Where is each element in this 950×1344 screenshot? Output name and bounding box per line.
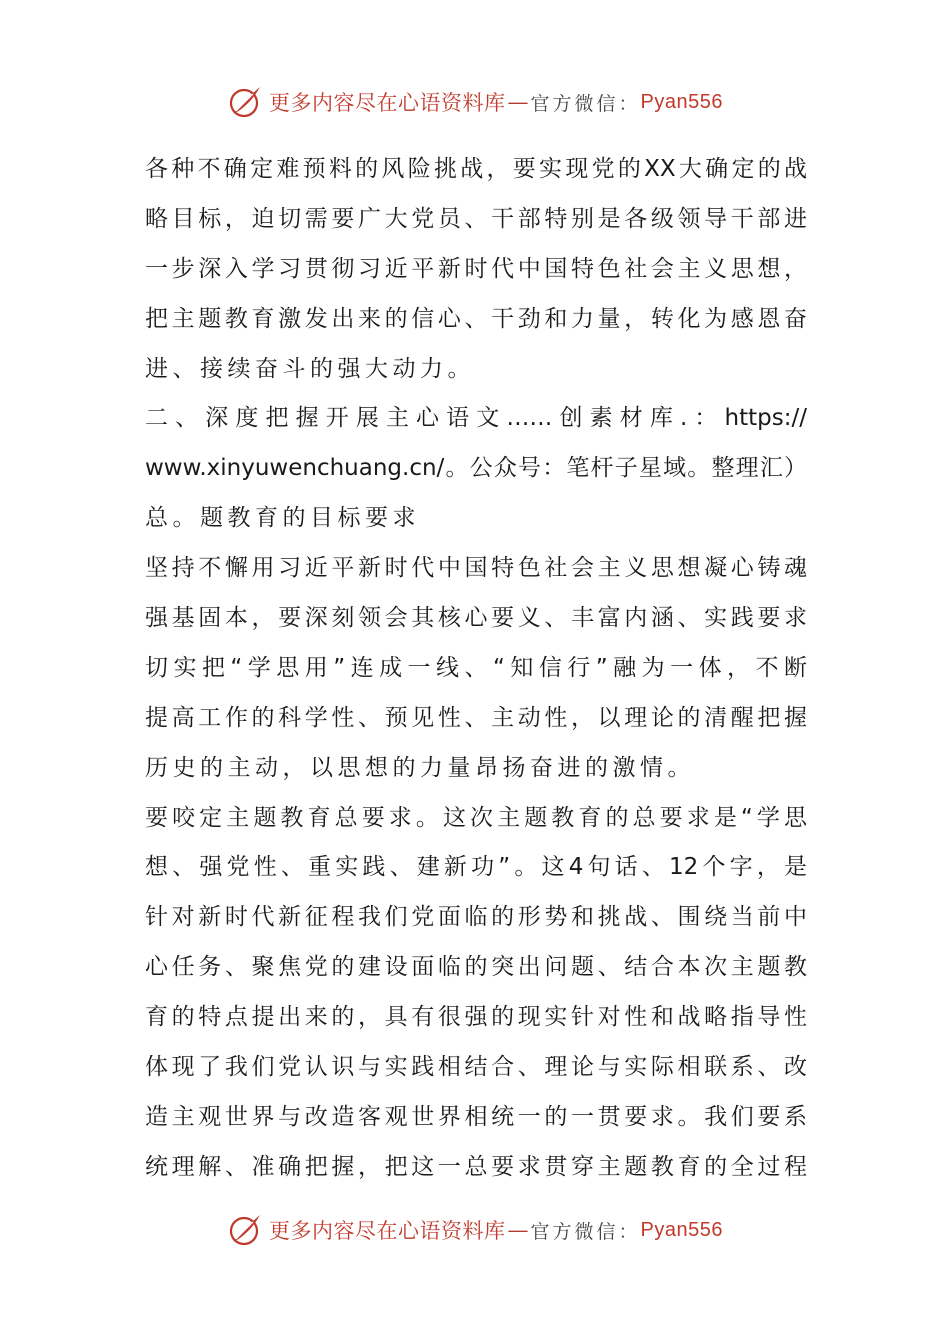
body-line: 强基固本，要深刻领会其核心要义、丰富内涵、实践要求 xyxy=(145,605,807,632)
body-line: 提高工作的科学性、预见性、主动性，以理论的清醒把握 xyxy=(145,704,807,731)
body-line: 切实把“学思用”连成一线、“知信行”融为一体，不断 xyxy=(145,654,807,681)
body-line: 要咬定主题教育总要求。这次主题教育的总要求是“学思 xyxy=(145,804,807,831)
body-line: 针对新时代新征程我们党面临的形势和挑战、围绕当前中 xyxy=(145,904,807,931)
body-line: 把主题教育激发出来的信心、干劲和力量，转化为感恩奋 xyxy=(145,305,807,332)
footer-banner xyxy=(0,1208,950,1252)
section-heading-line: 二、深度把握开展主心语文……创素材库.：https:// xyxy=(145,405,807,432)
body-line: 坚持不懈用习近平新时代中国特色社会主义思想凝心铸魂 xyxy=(145,555,807,582)
banner-separator: — xyxy=(507,90,529,114)
body-line: 体现了我们党认识与实践相结合、理论与实际相联系、改 xyxy=(145,1054,807,1081)
body-line: 造主观世界与改造客观世界相统一的一贯要求。我们要系 xyxy=(145,1103,807,1130)
body-line: 想、强党性、重实践、建新功”。这4句话、12个字，是 xyxy=(145,854,807,881)
body-line: 历史的主动，以思想的力量昂扬奋进的激情。 xyxy=(145,754,695,781)
banner-wechat-id: Pyan556 xyxy=(640,1218,723,1241)
body-line: 育的特点提出来的，具有很强的现实针对性和战略指导性 xyxy=(145,1004,807,1031)
header-banner xyxy=(0,80,950,124)
body-line: 统理解、准确把握，把这一总要求贯穿主题教育的全过程 xyxy=(145,1153,807,1180)
document-body xyxy=(145,145,807,1193)
banner-wechat-label: 官方微信： xyxy=(530,1220,641,1243)
quill-pen-logo-icon xyxy=(227,84,263,120)
body-line: 心任务、聚焦党的建设面临的突出问题、结合本次主题教 xyxy=(145,954,807,981)
body-line: 略目标，迫切需要广大党员、干部特别是各级领导干部进 xyxy=(145,205,807,232)
body-line: 一步深入学习贯彻习近平新时代中国特色社会主义思想， xyxy=(145,255,807,282)
banner-separator: — xyxy=(507,1218,529,1242)
body-line: 各种不确定难预料的风险挑战，要实现党的XX大确定的战 xyxy=(145,156,807,182)
banner-wechat-label: 官方微信： xyxy=(530,92,641,115)
banner-wechat-id: Pyan556 xyxy=(640,90,723,113)
source-url-line: www.xinyuwenchuang.cn/。公众号：笔杆子星域。整理汇） xyxy=(145,455,807,482)
banner-brand-text: 更多内容尽在心语资料库 xyxy=(269,1219,506,1243)
body-line: 进、接续奋斗的强大动力。 xyxy=(145,355,475,382)
banner-brand-text: 更多内容尽在心语资料库 xyxy=(269,91,506,115)
section-heading-line: 总。题教育的目标要求 xyxy=(145,505,420,532)
quill-pen-logo-icon xyxy=(227,1212,263,1248)
